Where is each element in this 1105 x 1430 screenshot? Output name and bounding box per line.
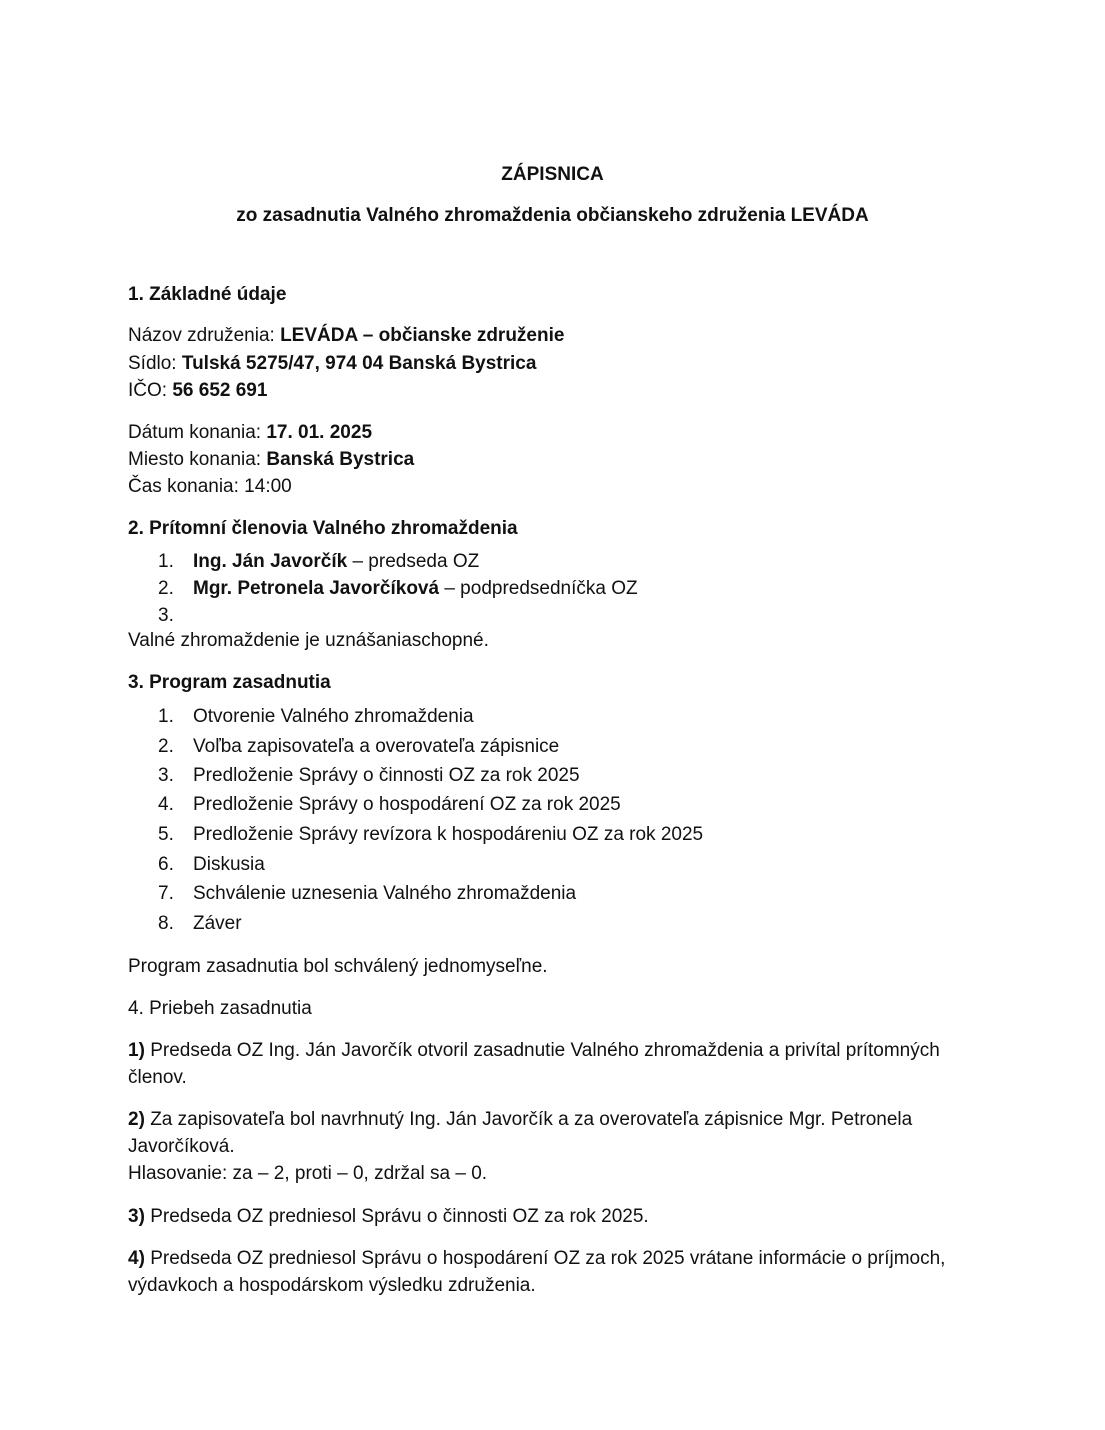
program-item-text: Diskusia — [193, 854, 265, 875]
program-item-text: Otvorenie Valného zhromaždenia — [193, 706, 474, 727]
member-number: 1. — [158, 551, 174, 572]
member-number: 2. — [158, 578, 174, 599]
proceeding-paragraph-3 — [128, 1203, 649, 1230]
member-name: Mgr. Petronela Javorčíková — [193, 578, 440, 599]
meeting-place — [128, 446, 414, 473]
program-item-text: Voľba zapisovateľa a overovateľa zápisnice — [193, 736, 560, 757]
program-item-number: 7. — [158, 883, 174, 904]
paragraph-text: členov. — [128, 1067, 187, 1088]
program-item-text: Predloženie Správy revízora k hospodáreniu OZ za rok 2025 — [193, 824, 704, 845]
section4-heading: 4. Priebeh zasadnutia — [128, 998, 312, 1019]
proceeding-paragraph-2 — [128, 1106, 912, 1187]
paragraph-text: Predseda OZ predniesol Správu o hospodárení OZ za rok 2025 vrátane informácie o príjmoch, — [150, 1248, 946, 1269]
program-item-number: 5. — [158, 824, 174, 845]
paragraph-number: 1) — [128, 1040, 145, 1061]
program-item-text: Predloženie Správy o činnosti OZ za rok 2025 — [193, 765, 580, 786]
document-subtitle: zo zasadnutia Valného zhromaždenia občianskeho združenia LEVÁDA — [236, 205, 869, 226]
program-item-number: 6. — [158, 854, 174, 875]
paragraph-number: 3) — [128, 1206, 145, 1227]
document-title: ZÁPISNICA — [501, 164, 604, 185]
program-item-number: 2. — [158, 736, 174, 757]
association-name-value: LEVÁDA – občianske združenie — [280, 325, 565, 346]
program-item-text: Schválenie uznesenia Valného zhromaždenia — [193, 883, 577, 904]
member-role: – podpredsedníčka OZ — [439, 578, 638, 599]
member-name: Ing. Ján Javorčík — [193, 551, 348, 572]
paragraph-text: Predseda OZ predniesol Správu o činnosti OZ za rok 2025. — [150, 1206, 649, 1227]
association-ico — [128, 377, 267, 404]
paragraph-text: výdavkoch a hospodárskom výsledku združenia. — [128, 1275, 536, 1296]
seat-label: Sídlo: — [128, 353, 182, 374]
section3-heading: 3. Program zasadnutia — [128, 672, 331, 693]
section2-heading: 2. Prítomní členovia Valného zhromaždenia — [128, 518, 518, 539]
paragraph-number: 4) — [128, 1248, 145, 1269]
program-approval: Program zasadnutia bol schválený jednomyseľne. — [128, 956, 548, 977]
place-value: Banská Bystrica — [266, 449, 415, 470]
section1-heading: 1. Základné údaje — [128, 284, 287, 305]
paragraph-text: Javorčíková. — [128, 1136, 235, 1157]
proceeding-paragraph-1 — [128, 1037, 940, 1091]
program-item-number: 3. — [158, 765, 174, 786]
association-name-label: Názov združenia: — [128, 325, 281, 346]
meeting-date — [128, 419, 372, 446]
member-entry — [193, 575, 638, 602]
program-item-text: Záver — [193, 913, 242, 934]
vote-result: Hlasovanie: za – 2, proti – 0, zdržal sa – 0. — [128, 1163, 488, 1184]
member-entry — [193, 548, 479, 575]
paragraph-text: Predseda OZ Ing. Ján Javorčík otvoril zasadnutie Valného zhromaždenia a privítal prítomných — [150, 1040, 940, 1061]
ico-label: IČO: — [128, 380, 173, 401]
program-item-number: 4. — [158, 794, 174, 815]
date-value: 17. 01. 2025 — [266, 422, 373, 443]
member-number: 3. — [158, 605, 174, 626]
seat-value: Tulská 5275/47, 974 04 Banská Bystrica — [181, 353, 537, 374]
quorum-statement: Valné zhromaždenie je uznášaniaschopné. — [128, 630, 489, 651]
proceeding-paragraph-4 — [128, 1245, 945, 1299]
program-item-number: 1. — [158, 706, 174, 727]
paragraph-text: Za zapisovateľa bol navrhnutý Ing. Ján Javorčík a za overovateľa zápisnice Mgr. Petronela — [150, 1109, 913, 1130]
meeting-time: Čas konania: 14:00 — [128, 476, 292, 497]
association-seat — [128, 350, 536, 377]
member-role: – predseda OZ — [347, 551, 480, 572]
association-name — [128, 322, 564, 349]
ico-value: 56 652 691 — [172, 380, 268, 401]
program-item-text: Predloženie Správy o hospodárení OZ za rok 2025 — [193, 794, 621, 815]
program-item-number: 8. — [158, 913, 174, 934]
place-label: Miesto konania: — [128, 449, 267, 470]
date-label: Dátum konania: — [128, 422, 267, 443]
paragraph-number: 2) — [128, 1109, 145, 1130]
